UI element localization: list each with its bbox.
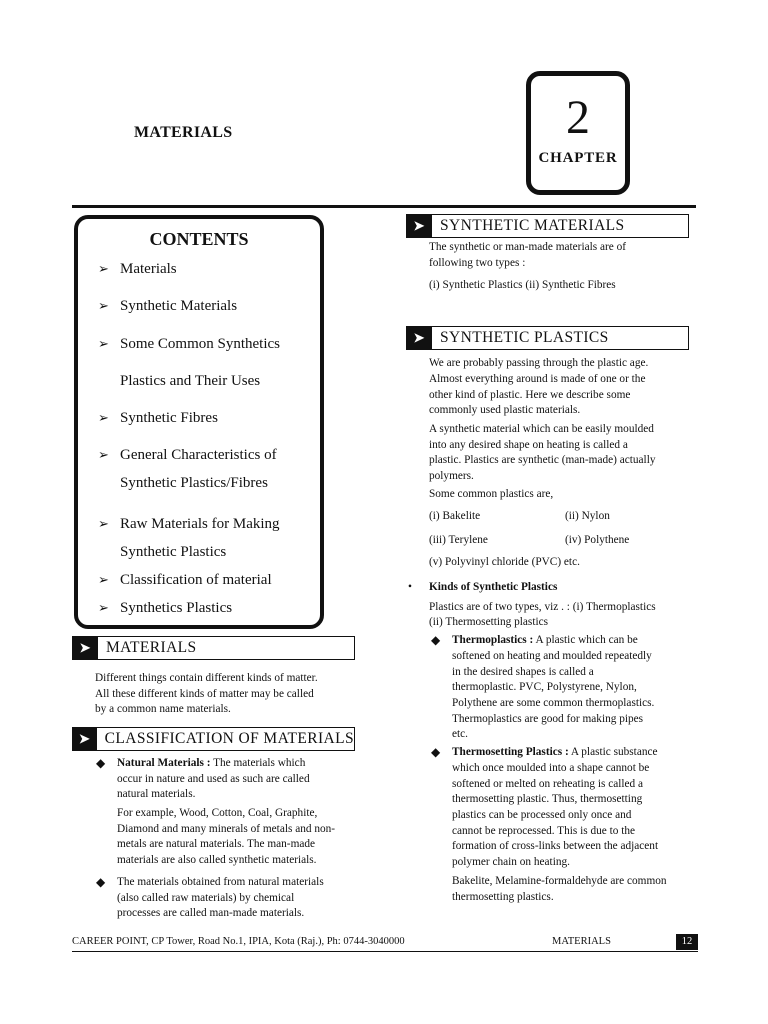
contents-item-label: General Characteristics of [120,447,277,463]
contents-item-continuation: Synthetic Plastics/Fibres [120,475,268,491]
top-divider [72,205,696,208]
plastics-def-line: into any desired shape on heating is called a [429,439,628,451]
thermosetting-line: softened or melted on reheating is called a [452,778,644,790]
plastics-intro-line: We are probably passing through the plastic age. [429,357,649,369]
arrow-bullet-icon: ➢ [98,336,109,351]
synthetic-text-line: following two types : [429,257,526,269]
plastics-list-item: (iv) Polythene [565,534,630,546]
raw-materials-line: The materials obtained from natural materials [117,876,324,888]
synthetic-plastics-heading-label: SYNTHETIC PLASTICS [440,329,609,346]
page-number: 12 [676,934,698,950]
contents-title: CONTENTS [149,229,249,249]
thermosetting-line: Thermosetting Plastics : A plastic substance [452,746,658,758]
contents-box [74,215,324,629]
diamond-bullet-icon: ◆ [96,875,106,889]
arrow-bullet-icon: ➢ [98,516,109,531]
contents-item-label: Synthetic Materials [120,298,238,314]
plastics-intro-line: other kind of plastic. Here we describe some [429,389,631,401]
synthetic-plastics-heading [406,326,689,350]
materials-heading [72,636,355,660]
section-arrow-icon: ➤ [72,727,97,751]
contents-item [98,298,237,315]
footer-publisher: CAREER POINT, CP Tower, Road No.1, IPIA, Kota (Raj.), Ph: 0744-3040000 [72,936,405,947]
example-line: materials are also called synthetic materials. [117,854,317,866]
classification-heading-label: CLASSIFICATION OF MATERIALS [104,730,354,747]
thermosetting-line: thermosetting plastic. Thus, thermosetting [452,793,643,805]
contents-item [98,447,277,464]
contents-item-label: Raw Materials for Making [120,516,280,532]
thermoplastics-line: Thermoplastics : A plastic which can be [452,634,638,646]
natural-materials-line: occur in nature and used as such are called [117,773,310,785]
contents-item-continuation: Synthetic Plastics [120,544,227,560]
plastics-intro-line: commonly used plastic materials. [429,404,581,416]
round-bullet-icon: • [408,581,412,593]
plastics-def-line: plastic. Plastics are synthetic (man-made) actually [429,454,656,466]
section-arrow-icon: ➤ [406,214,432,238]
thermoplastics-line: softened on heating and moulded repeatedly [452,650,652,662]
contents-item-label: Materials [120,261,177,277]
kinds-text-line: Plastics are of two types, viz . : (i) Thermoplastics [429,601,656,613]
contents-item [98,572,272,589]
contents-item [98,516,280,533]
arrow-bullet-icon: ➢ [98,410,109,425]
materials-text-line: by a common name materials. [95,703,231,715]
contents-item-label: Classification of material [120,572,272,588]
arrow-bullet-icon: ➢ [98,447,109,462]
thermosetting-example-line: Bakelite, Melamine-formaldehyde are common [452,875,667,887]
thermoplastics-line: Polythene are some common thermoplastics. [452,697,655,709]
thermoplastics-line: etc. [452,728,468,740]
thermosetting-label: Thermosetting Plastics : [452,746,569,758]
thermoplastics-line: in the desired shapes is called a [452,666,594,678]
synthetic-text-line: The synthetic or man-made materials are of [429,241,626,253]
synthetic-types: (i) Synthetic Plastics (ii) Synthetic Fibres [429,279,616,291]
example-line: For example, Wood, Cotton, Coal, Graphite, [117,807,318,819]
thermosetting-line: polymer chain on heating. [452,856,570,868]
thermoplastics-line: Thermoplastics are good for making pipes [452,713,644,725]
section-arrow-icon: ➤ [72,636,98,660]
arrow-bullet-icon: ➢ [98,298,109,313]
arrow-bullet-icon: ➢ [98,600,109,615]
chapter-number: 2 [566,91,590,144]
example-line: metals are natural materials. The man-made [117,838,316,850]
plastics-def-line: polymers. [429,470,474,482]
synthetic-materials-heading [406,214,689,238]
natural-materials-label: Natural Materials : [117,757,211,769]
natural-materials-line: Natural Materials : The materials which [117,757,306,769]
example-line: Diamond and many minerals of metals and non- [117,823,336,835]
contents-item [98,336,280,353]
kinds-text-line: (ii) Thermosetting plastics [429,616,549,628]
plastics-list-item: (ii) Nylon [565,510,610,522]
thermosetting-line: cannot be reprocessed. This is due to the [452,825,636,837]
kinds-heading: Kinds of Synthetic Plastics [429,581,558,593]
materials-text-line: All these different kinds of matter may be called [95,688,314,700]
raw-materials-line: processes are called man-made materials. [117,907,305,919]
synthetic-materials-heading-label: SYNTHETIC MATERIALS [440,217,625,234]
thermosetting-line: formation of cross-links between the adjacent [452,840,659,852]
plastics-list-item: (iii) Terylene [429,534,488,546]
classification-heading [72,727,355,751]
chapter-label: CHAPTER [538,150,618,166]
arrow-bullet-icon: ➢ [98,261,109,276]
common-plastics-label: Some common plastics are, [429,488,554,500]
thermoplastics-label: Thermoplastics : [452,634,534,646]
contents-item [98,410,218,427]
contents-item [98,261,177,278]
page-title: MATERIALS [134,124,233,141]
chapter-badge [526,71,630,195]
plastics-intro-line: Almost everything around is made of one or the [429,373,646,385]
diamond-bullet-icon: ◆ [431,745,441,759]
thermosetting-line: which once moulded into a shape cannot be [452,762,650,774]
plastics-def-line: A synthetic material which can be easily moulded [429,423,654,435]
materials-heading-label: MATERIALS [106,639,197,656]
contents-item-label: Synthetic Fibres [120,410,218,426]
raw-materials-line: (also called raw materials) by chemical [117,892,295,904]
contents-item [98,600,232,617]
thermosetting-example-line: thermosetting plastics. [452,891,554,903]
contents-item-label: Some Common Synthetics [120,336,281,352]
contents-item-continuation: Plastics and Their Uses [120,373,261,389]
materials-text-line: Different things contain different kinds of matter. [95,672,318,684]
plastics-list-item: (i) Bakelite [429,510,481,522]
plastics-list-item: (v) Polyvinyl chloride (PVC) etc. [429,556,580,568]
section-arrow-icon: ➤ [406,326,432,350]
diamond-bullet-icon: ◆ [431,633,441,647]
thermosetting-line: plastics can be processed only once and [452,809,632,821]
thermoplastics-line: thermoplastic. PVC, Polystyrene, Nylon, [452,681,637,693]
contents-item-label: Synthetics Plastics [120,600,233,616]
natural-materials-line: natural materials. [117,788,196,800]
footer-divider [72,951,698,952]
diamond-bullet-icon: ◆ [96,756,106,770]
arrow-bullet-icon: ➢ [98,572,109,587]
footer-chapter-title: MATERIALS [552,936,611,947]
